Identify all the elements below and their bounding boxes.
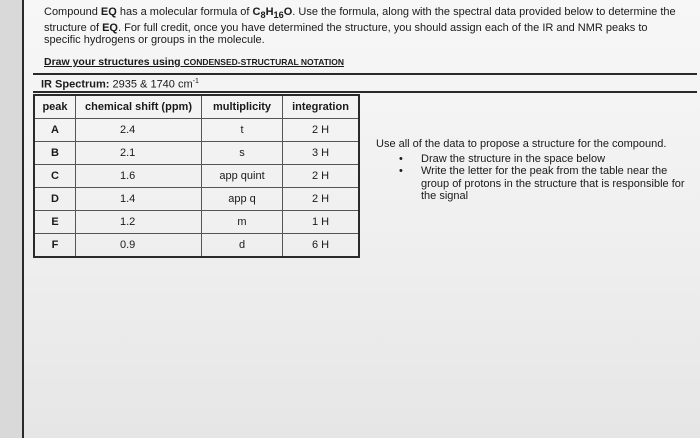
notation-lead: Draw your structures using [44,56,184,68]
peak-label: B [34,142,76,165]
header-peak: peak [34,95,76,119]
multiplicity: d [202,234,283,258]
formula-element-h: H [265,6,274,18]
peak-label: C [34,165,76,188]
instruction-text: Write the letter for the peak from the table near the group of protons in the structure that is responsible for the signal [421,165,685,202]
table-row [34,234,359,258]
list-item [399,165,686,203]
chemical-shift: 2.1 [76,142,202,165]
list-item [399,152,686,166]
table-header-row [34,95,359,119]
integration: 2 H [283,119,360,142]
molecular-formula [252,6,293,21]
table-row [34,142,359,165]
table-row [34,188,359,211]
compound-name: EQ [100,6,117,18]
formula-element-o: O [283,6,293,18]
formula-count-h: 16 [273,10,284,21]
intro-text: has a molecular formula of [116,6,253,18]
instructions-list [376,153,686,203]
integration: 2 H [283,188,360,211]
notation-instruction [44,56,344,68]
bullet-icon: • [399,152,403,165]
table-row [34,119,359,142]
formula-element-c: C [252,6,261,18]
instruction-text: Draw the structure in the space below [421,152,606,165]
notation-type: CONDENSED-STRUCTURAL NOTATION [183,57,345,67]
bullet-icon: • [399,165,403,177]
ir-title: IR Spectrum: [41,78,110,91]
multiplicity: app quint [202,165,283,188]
multiplicity: app q [202,188,283,211]
integration: 6 H [283,234,360,258]
integration: 1 H [283,211,360,234]
instructions-block [376,138,686,203]
ir-values: 2935 & 1740 cm [112,78,193,91]
formula-count-c: 8 [260,10,266,21]
instructions-lead: Use all of the data to propose a structure for the compound. [376,138,667,150]
table-row [34,211,359,234]
multiplicity: s [202,142,283,165]
ir-spectrum-label [41,78,199,91]
chemical-shift: 1.4 [76,188,202,211]
compound-name: EQ [102,21,118,34]
multiplicity: t [202,119,283,142]
peak-label: E [34,211,76,234]
chemical-shift: 1.2 [76,211,202,234]
table-row [34,165,359,188]
chemical-shift: 0.9 [76,234,202,258]
peak-label: A [34,119,76,142]
problem-statement [44,6,684,47]
nmr-table [33,94,360,258]
integration: 2 H [283,165,360,188]
header-integration: integration [283,95,360,119]
intro-text: . Use the formula, along with the spectral data provided below to determine the structure of [44,6,676,34]
integration: 3 H [283,142,360,165]
header-chemical-shift: chemical shift (ppm) [76,95,202,119]
peak-label: D [34,188,76,211]
peak-label: F [34,234,76,258]
chemical-shift: 1.6 [76,165,202,188]
ir-spectrum-row [33,73,697,93]
header-multiplicity: multiplicity [202,95,283,119]
intro-text: . For full credit, once you have determined the structure, you should assign each of the IR and NMR peaks to specific hydrogens or groups in the molecule. [44,21,648,47]
intro-text: Compound [44,6,101,18]
ir-unit-exponent: -1 [192,78,199,85]
multiplicity: m [202,211,283,234]
chemical-shift: 2.4 [76,119,202,142]
